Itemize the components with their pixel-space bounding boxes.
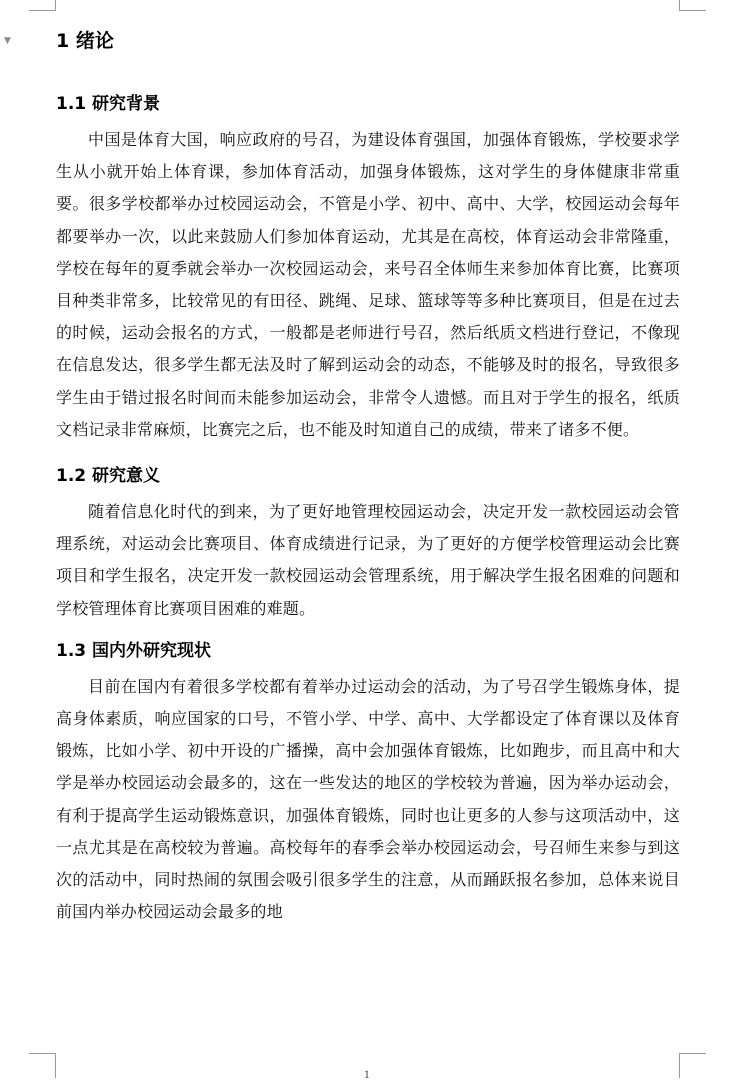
paragraph-research-status: 目前在国内有着很多学校都有着举办过运动会的活动，为了号召学生锻炼身体，提高身体素质，响应国家的口号，不管小学、中学、高中、大学都设定了体育课以及体育锻炼，比如小学、初中开设的广播操，高中会加强体育锻炼，比如跑步，而且高中和大学是举办校园运动会最多的，这在一些发达的地区的学校较为普遍，因为举办运动会，有利于提高学生运动锻炼意识，加强体育锻炼，同时也让更多的人参与这项活动中，这一点尤其是在高校较为普遍。高校每年的春季会举办校园运动会，号召师生来参与到这次的活动中，同时热闹的氛围会吸引很多学生的注意，从而踊跃报名参加，总体来说目前国内举办校园运动会最多的地 bbox=[56, 676, 680, 922]
paragraph-significance: 随着信息化时代的到来，为了更好地管理校园运动会，决定开发一款校园运动会管理系统，对运动会比赛项目、体育成绩进行记录，为了更好的方便学校管理运动会比赛项目和学生报名，决定开发一款校园运动会管理系统，用于解决学生报名困难的问题和学校管理体育比赛项目困难的难题。 bbox=[56, 502, 680, 618]
margin-corner-top-left bbox=[29, 0, 56, 11]
margin-corner-top-right bbox=[679, 0, 706, 11]
paragraph-background: 中国是体育大国，响应政府的号召，为建设体育强国，加强体育锻炼，学校要求学生从小就开始上体育课，参加体育活动，加强身体锻炼，这对学生的身体健康非常重要。很多学校都举办过校园运动会，不管是小学、初中、高中、大学，校园运动会每年都要举办一次，以此来鼓励人们参加体育运动，尤其是在高校，体育运动会非常隆重，学校在每年的夏季就会举办一次校园运动会，来号召全体师生来参加体育比赛，比赛项目种类非常多，比较常见的有田径、跳绳、足球、篮球等等多种比赛项目，但是在过去的时候，运动会报名的方式，一般都是老师进行号召，然后纸质文档进行登记，不像现在信息发达，很多学生都无法及时了解到运动会的动态，不能够及时的报名，导致很多学生由于错过报名时间而未能参加运动会，非常令人遗憾。而且对于学生的报名，纸质文档记录非常麻烦，比赛完之后，也不能及时知道自己的成绩，带来了诸多不便。 bbox=[56, 130, 680, 439]
section-heading-significance: 1.2 研究意义 bbox=[56, 466, 161, 487]
heading-collapse-caret-icon[interactable]: ▼ bbox=[4, 36, 11, 46]
document-body bbox=[56, 22, 680, 928]
section-heading-research-status: 1.3 国内外研究现状 bbox=[56, 640, 212, 661]
page-number: 1 bbox=[363, 1070, 371, 1081]
section-heading-background: 1.1 研究背景 bbox=[56, 94, 161, 114]
chapter-title: 1 绪论 bbox=[56, 30, 114, 52]
